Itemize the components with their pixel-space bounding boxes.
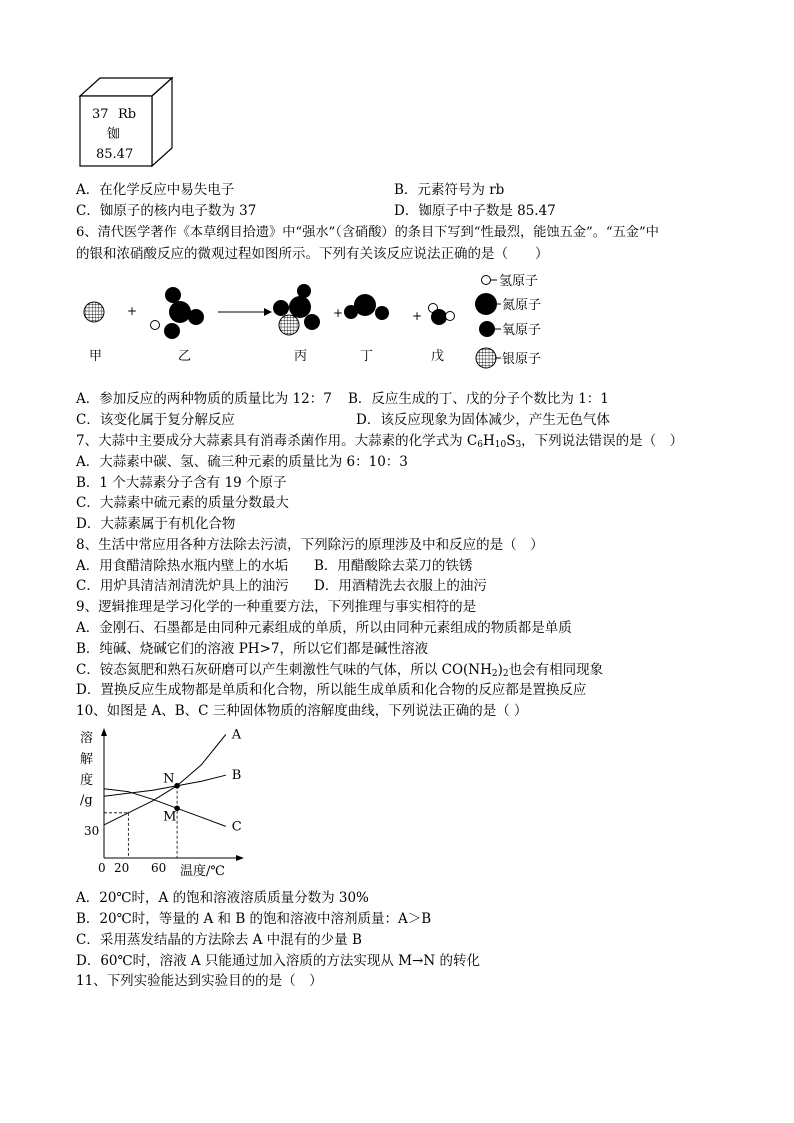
q5-option-d: D．铷原子中子数是 85.47 bbox=[394, 203, 556, 219]
series-label-b: B bbox=[231, 768, 242, 784]
x-tick-0: 0 bbox=[98, 861, 106, 875]
label-jia: 甲 bbox=[89, 349, 103, 364]
q7-option-c: C．大蒜素中硫元素的质量分数最大 bbox=[76, 495, 289, 511]
label-bing: 丙 bbox=[294, 349, 308, 364]
q6-option-b: B．反应生成的丁、戊的分子个数比为 1：1 bbox=[348, 391, 609, 407]
plus-sign: + bbox=[127, 304, 138, 318]
point-label-n: N bbox=[163, 771, 175, 787]
q7-option-b: B．1 个大蒜素分子含有 19 个原子 bbox=[76, 475, 287, 491]
element-card bbox=[76, 74, 176, 170]
x-tick-20: 20 bbox=[114, 861, 130, 875]
q9-stem: 9、逻辑推理是学习化学的一种重要方法，下列推理与事实相符的是 bbox=[76, 599, 477, 615]
element-symbol: Rb bbox=[118, 107, 137, 122]
silver-legend-icon bbox=[476, 348, 496, 368]
q6-option-c: C．该变化属于复分解反应 bbox=[76, 412, 235, 428]
solubility-chart bbox=[76, 724, 256, 884]
series-label-a: A bbox=[231, 727, 242, 743]
q11-stem: 11、下列实验能达到实验目的的是（ ） bbox=[76, 973, 323, 989]
x-tick-60: 60 bbox=[151, 861, 167, 875]
q6-option-a: A．参加反应的两种物质的质量比为 12：7 bbox=[76, 391, 332, 407]
q5-option-a: A．在化学反应中易失电子 bbox=[76, 182, 235, 198]
element-name: 铷 bbox=[107, 127, 121, 142]
q10-option-a: A．20℃时，A 的饱和溶液溶质质量分数为 30% bbox=[76, 890, 369, 906]
legend-nitrogen: 氮原子 bbox=[502, 298, 542, 313]
q8-option-c: C．用炉具清洁剂清洗炉具上的油污 bbox=[76, 578, 289, 594]
q9-option-b: B．纯碱、烧碱它们的溶液 PH>7，所以它们都是碱性溶液 bbox=[76, 641, 428, 657]
nitrogen-legend-icon bbox=[475, 293, 497, 315]
q8-stem: 8、生活中常应用各种方法除去污渍，下列除污的原理涉及中和反应的是（ ） bbox=[76, 537, 544, 553]
nitrogen-dioxide-molecule-icon bbox=[344, 294, 389, 320]
q5-option-c: C．铷原子的核内电子数为 37 bbox=[76, 203, 257, 219]
y-tick-30: 30 bbox=[84, 824, 100, 838]
silver-nitrate-molecule-icon bbox=[273, 284, 320, 335]
q10-option-d: D．60℃时，溶液 A 只能通过加入溶质的方法实现从 M→N 的转化 bbox=[76, 953, 480, 969]
q9-option-a: A．金刚石、石墨都是由同种元素组成的单质，所以由同种元素组成的物质都是单质 bbox=[76, 620, 572, 636]
element-number: 37 bbox=[92, 107, 109, 122]
y-axis-label-3: 度 bbox=[80, 773, 94, 788]
q8-option-a: A．用食醋清除热水瓶内壁上的水垢 bbox=[76, 558, 289, 574]
label-yi: 乙 bbox=[178, 349, 192, 364]
series-label-c: C bbox=[231, 819, 242, 835]
q6-option-d: D．该反应现象为固体减少，产生无色气体 bbox=[356, 412, 610, 428]
q10-option-b: B．20℃时，等量的 A 和 B 的饱和溶液中溶剂质量：A＞B bbox=[76, 911, 432, 927]
legend-hydrogen: 氢原子 bbox=[499, 274, 539, 289]
point-n bbox=[174, 783, 180, 789]
q8-option-b: B．用醋酸除去菜刀的铁锈 bbox=[314, 558, 473, 574]
nitric-acid-molecule-icon bbox=[151, 287, 205, 339]
y-axis-label-2: 解 bbox=[80, 752, 94, 767]
legend-oxygen: 氧原子 bbox=[502, 323, 542, 338]
q7-option-a: A．大蒜素中碳、氢、硫三种元素的质量比为 6：10：3 bbox=[76, 454, 408, 470]
element-mass: 85.47 bbox=[96, 147, 134, 162]
legend-silver: 银原子 bbox=[502, 352, 542, 367]
hydrogen-legend-icon bbox=[482, 276, 491, 285]
reaction-diagram bbox=[76, 266, 576, 378]
q6-stem-2: 的银和浓硝酸反应的微观过程如图所示。下列有关该反应说法正确的是（ ） bbox=[76, 246, 549, 262]
q10-stem: 10、如图是 A、B、C 三种固体物质的溶解度曲线，下列说法正确的是（ ） bbox=[76, 703, 528, 719]
q7-stem: 7、大蒜中主要成分大蒜素具有消毒杀菌作用。大蒜素的化学式为 $C_6H_{10}S_3$，下列说法错误的是（ ） bbox=[76, 433, 684, 450]
q7-option-d: D．大蒜素属于有机化合物 bbox=[76, 516, 236, 532]
oxygen-legend-icon bbox=[479, 321, 495, 337]
plus-sign: + bbox=[333, 306, 344, 320]
water-molecule-icon bbox=[429, 304, 455, 326]
q9-option-c: C．铵态氮肥和熟石灰研磨可以产生刺激性气味的气体，所以 $CO(NH_2)_2$也会有相同现象 bbox=[76, 662, 604, 679]
y-axis-label-4: /g bbox=[80, 793, 93, 808]
y-axis-label-1: 溶 bbox=[80, 731, 94, 746]
label-wu: 戊 bbox=[431, 349, 445, 364]
plus-sign: + bbox=[412, 309, 423, 323]
q5-option-b: B．元素符号为 rb bbox=[394, 182, 505, 198]
q8-option-d: D．用酒精洗去衣服上的油污 bbox=[314, 578, 487, 594]
label-ding: 丁 bbox=[360, 349, 374, 364]
silver-atom-icon bbox=[84, 302, 104, 322]
q6-stem-1: 6、清代医学著作《本草纲目拾遗》中“强水”（含硝酸）的条目下写到“性最烈，能蚀五金”。“五金”中 bbox=[76, 225, 659, 240]
q10-option-c: C．采用蒸发结晶的方法除去 A 中混有的少量 B bbox=[76, 932, 362, 948]
point-label-m: M bbox=[163, 809, 177, 825]
x-axis-label: 温度/℃ bbox=[180, 864, 225, 879]
q9-option-d: D．置换反应生成物都是单质和化合物，所以能生成单质和化合物的反应都是置换反应 bbox=[76, 682, 587, 698]
